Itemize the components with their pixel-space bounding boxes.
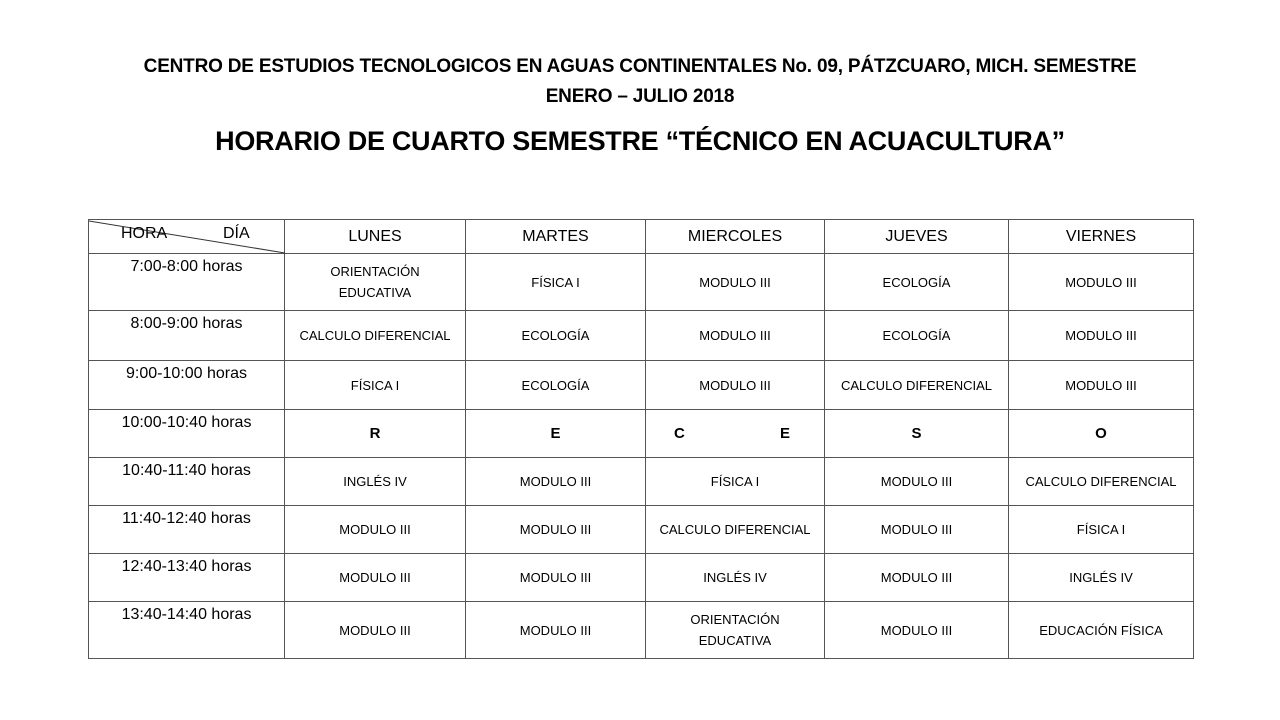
break-row: [89, 410, 1194, 458]
day-header-lunes: LUNES: [285, 220, 466, 254]
subject-cell: MODULO III: [285, 506, 466, 554]
break-letter-cell: E: [466, 410, 646, 458]
break-letter: C: [674, 425, 685, 442]
time-slot: 10:00-10:40 horas: [89, 410, 285, 458]
time-slot: 8:00-9:00 horas: [89, 311, 285, 361]
subject-cell: INGLÉS IV: [646, 554, 825, 602]
subject-cell: MODULO III: [466, 458, 646, 506]
day-header-martes: MARTES: [466, 220, 646, 254]
subject-cell: MODULO III: [646, 254, 825, 311]
subject-line: ORIENTACIÓN: [330, 264, 420, 279]
corner-cell: [89, 220, 285, 254]
subject-cell: CALCULO DIFERENCIAL: [825, 361, 1009, 410]
subject-cell: MODULO III: [466, 602, 646, 659]
semester-period: ENERO – JULIO 2018: [545, 86, 735, 107]
break-letter-cell: R: [285, 410, 466, 458]
subject-cell: MODULO III: [825, 458, 1009, 506]
subject-cell: MODULO III: [825, 602, 1009, 659]
time-slot: 10:40-11:40 horas: [89, 458, 285, 506]
subject-cell: MODULO III: [285, 602, 466, 659]
subject-cell: MODULO III: [646, 361, 825, 410]
subject-cell: [646, 602, 825, 659]
table-row: [89, 554, 1194, 602]
subject-cell: CALCULO DIFERENCIAL: [285, 311, 466, 361]
subject-cell: MODULO III: [1009, 254, 1194, 311]
diagonal-divider: [89, 220, 285, 254]
day-header-jueves: JUEVES: [825, 220, 1009, 254]
schedule-title: HORARIO DE CUARTO SEMESTRE “TÉCNICO EN ACUACULTURA”: [215, 126, 1065, 156]
time-slot: 13:40-14:40 horas: [89, 602, 285, 659]
day-header-viernes: VIERNES: [1009, 220, 1194, 254]
table-row: [89, 254, 1194, 311]
time-slot: 11:40-12:40 horas: [89, 506, 285, 554]
subject-cell: FÍSICA I: [285, 361, 466, 410]
subject-cell: EDUCACIÓN FÍSICA: [1009, 602, 1194, 659]
break-letter-cell: O: [1009, 410, 1194, 458]
day-header-miercoles: MIERCOLES: [646, 220, 825, 254]
subject-cell: INGLÉS IV: [1009, 554, 1194, 602]
subject-line: ORIENTACIÓN: [690, 612, 780, 627]
hora-label: HORA: [121, 225, 168, 242]
table-row: [89, 361, 1194, 410]
break-letter-cell: S: [825, 410, 1009, 458]
dia-label: DÍA: [223, 225, 250, 242]
time-slot: 12:40-13:40 horas: [89, 554, 285, 602]
table-row: [89, 602, 1194, 659]
subject-cell: ECOLOGÍA: [466, 361, 646, 410]
time-slot: 7:00-8:00 horas: [89, 254, 285, 311]
subject-cell: ECOLOGÍA: [825, 311, 1009, 361]
subject-cell: CALCULO DIFERENCIAL: [1009, 458, 1194, 506]
table-row: [89, 311, 1194, 361]
subject-cell: INGLÉS IV: [285, 458, 466, 506]
subject-cell: MODULO III: [466, 506, 646, 554]
subject-cell: MODULO III: [466, 554, 646, 602]
table-row: [89, 458, 1194, 506]
break-letter: E: [779, 425, 790, 442]
break-letter-cell: [646, 410, 825, 458]
subject-cell: CALCULO DIFERENCIAL: [646, 506, 825, 554]
time-slot: 9:00-10:00 horas: [89, 361, 285, 410]
subject-cell: FÍSICA I: [1009, 506, 1194, 554]
header-row: [89, 220, 1194, 254]
subject-cell: ECOLOGÍA: [825, 254, 1009, 311]
subject-line: EDUCATIVA: [338, 285, 412, 300]
subject-cell: MODULO III: [285, 554, 466, 602]
subject-cell: ECOLOGÍA: [466, 311, 646, 361]
subject-cell: MODULO III: [825, 554, 1009, 602]
subject-cell: MODULO III: [1009, 361, 1194, 410]
subject-cell: MODULO III: [646, 311, 825, 361]
subject-cell: MODULO III: [825, 506, 1009, 554]
subject-line: EDUCATIVA: [698, 633, 772, 648]
subject-cell: FÍSICA I: [646, 458, 825, 506]
subject-cell: FÍSICA I: [466, 254, 646, 311]
schedule-table: [88, 219, 1194, 659]
subject-cell: [285, 254, 466, 311]
school-name-line: CENTRO DE ESTUDIOS TECNOLOGICOS EN AGUAS CONTINENTALES No. 09, PÁTZCUARO, MICH. SEMESTRE: [143, 56, 1137, 77]
table-row: [89, 506, 1194, 554]
subject-cell: MODULO III: [1009, 311, 1194, 361]
